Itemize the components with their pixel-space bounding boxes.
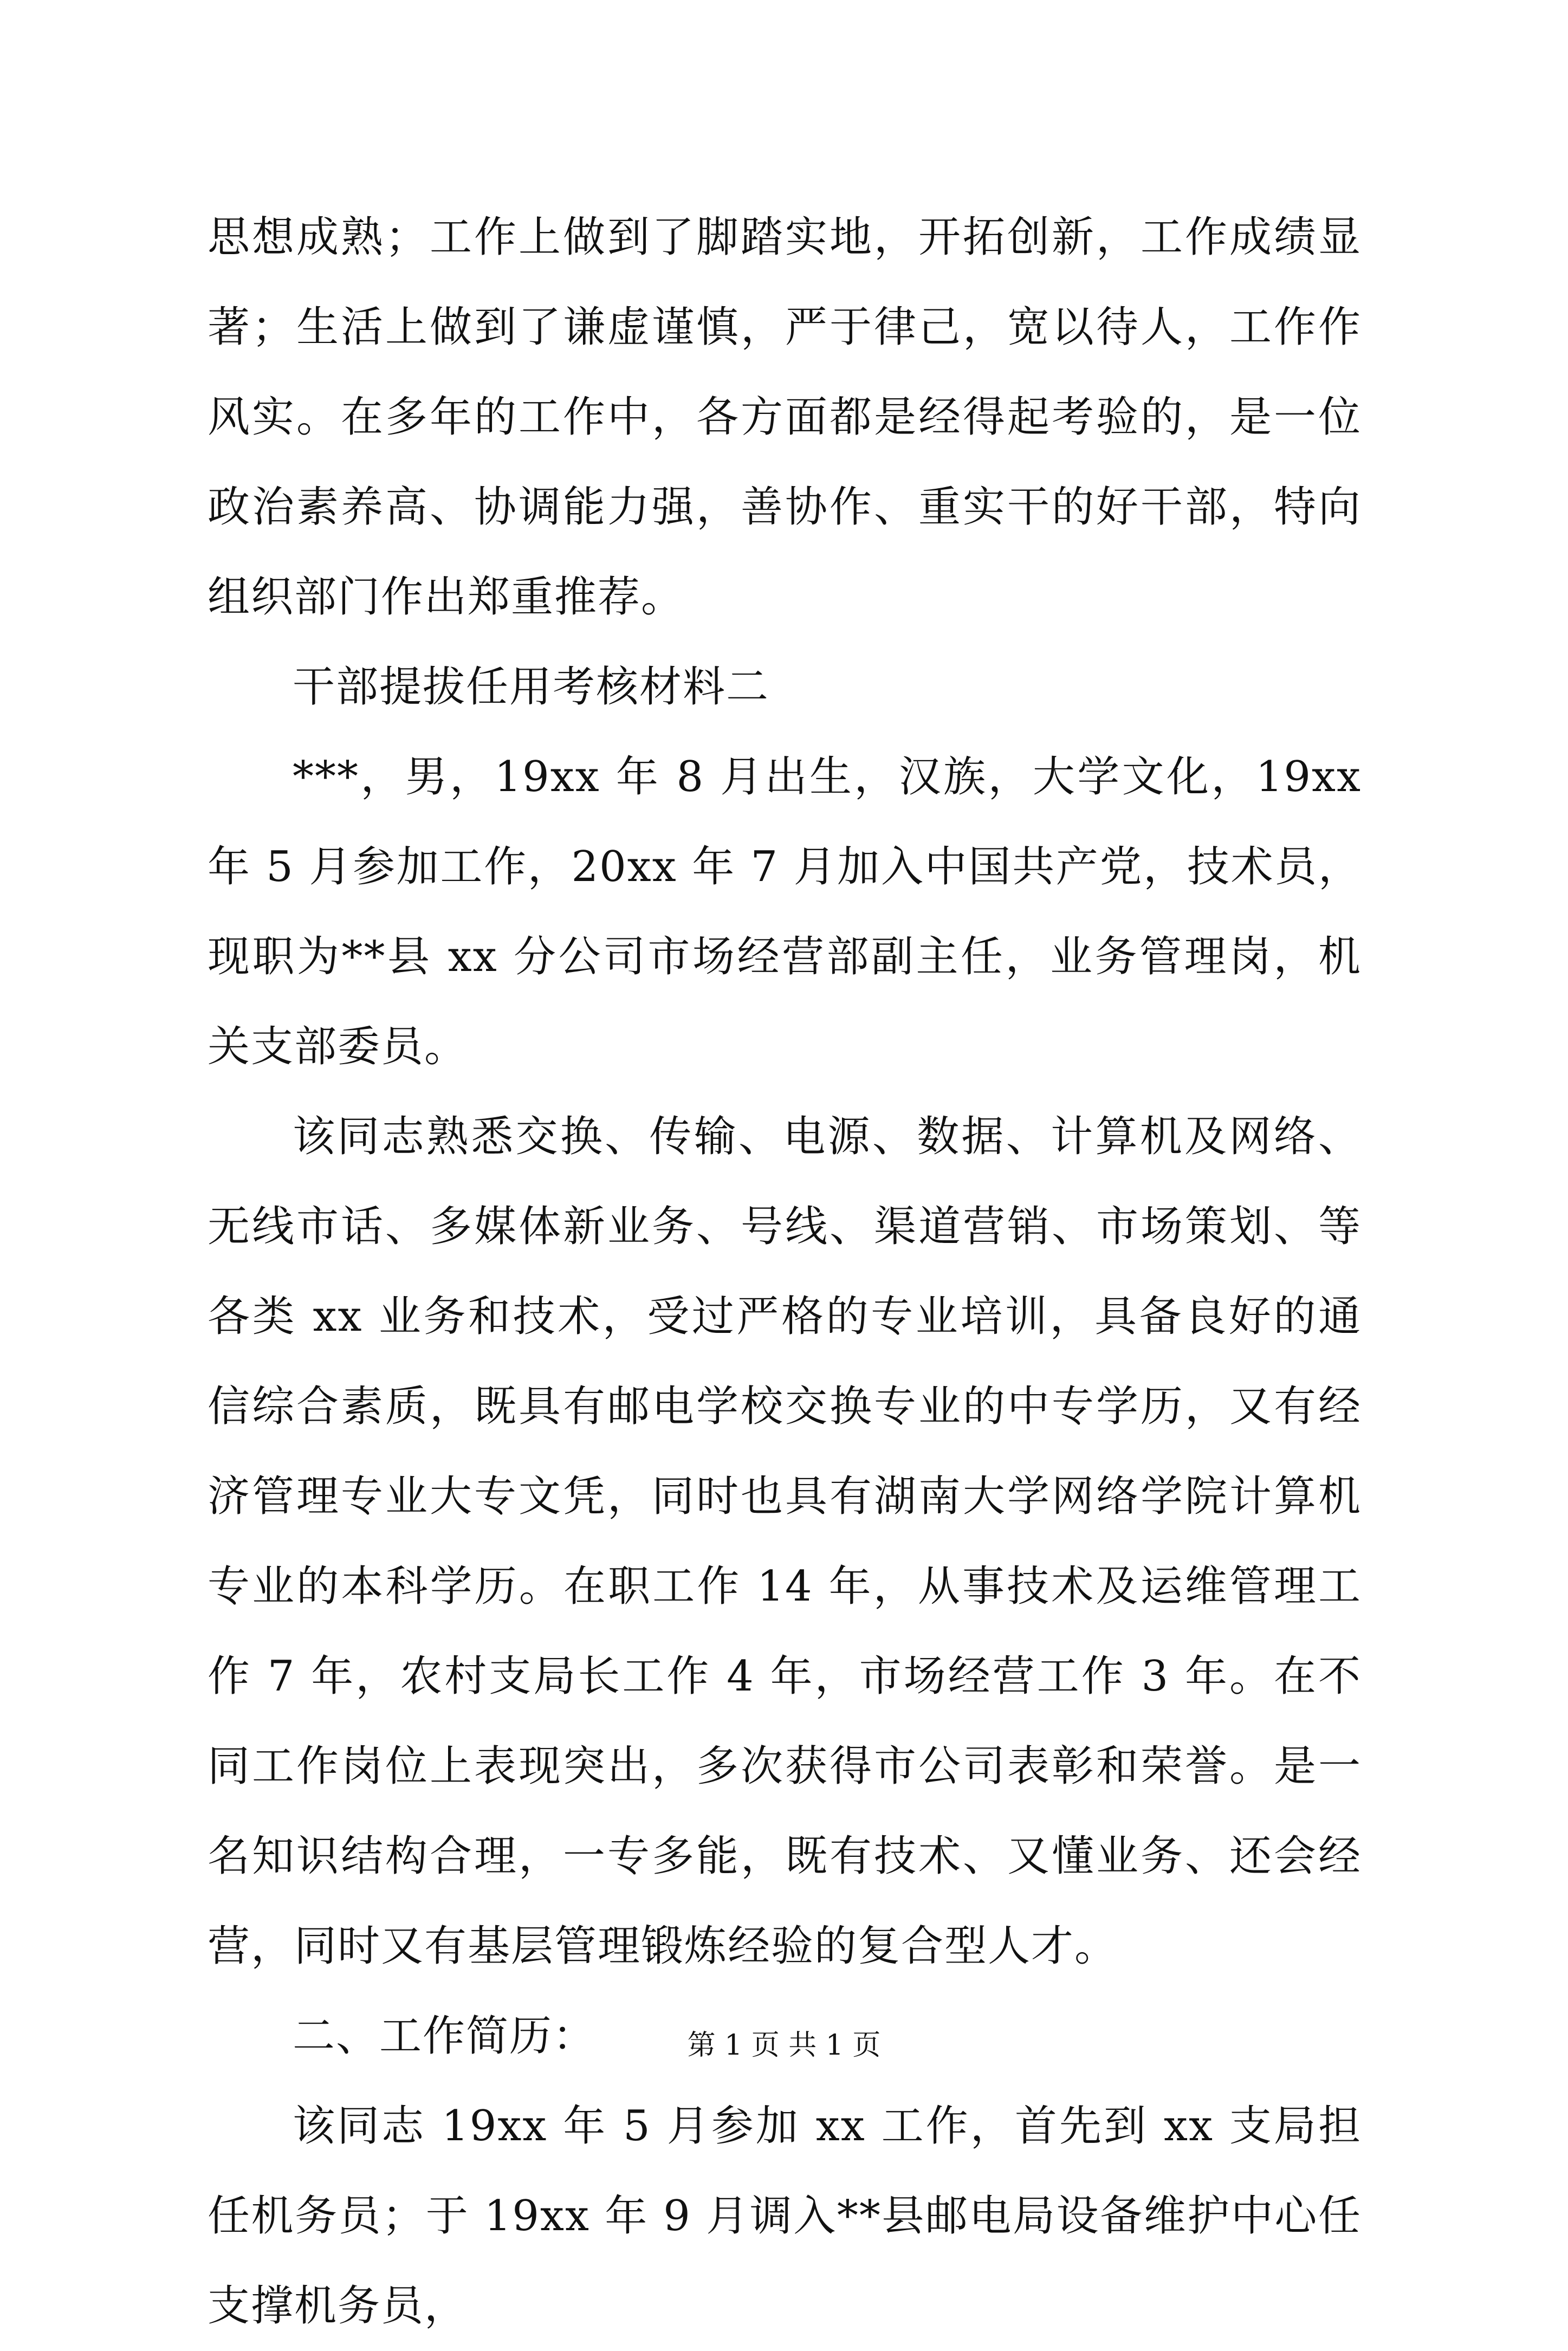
section-heading-work-history: 二、工作简历：	[293, 2012, 597, 2061]
page-footer: 第 1 页 共 1 页	[687, 2029, 881, 2062]
paragraph-profile: ***，男，19xx 年 8 月出生，汉族，大学文化，19xx 年 5 月参加工作，20xx 年 7 月加入中国共产党，技术员，现职为**县 xx 分公司市场经营部副主任，业务管理岗，机关支部委员。	[208, 753, 1362, 1071]
paragraph-continuation: 思想成熟；工作上做到了脚踏实地，开拓创新，工作成绩显著；生活上做到了谦虚谨慎，严于律己，宽以待人，工作作风实。在多年的工作中，各方面都是经得起考验的，是一位政治素养高、协调能力强，善协作、重实干的好干部，特向组织部门作出郑重推荐。	[208, 213, 1362, 621]
paragraph-work-history: 该同志 19xx 年 5 月参加 xx 工作，首先到 xx 支局担任机务员；于 19xx 年 9 月调入**县邮电局设备维护中心任支撑机务员，	[208, 2102, 1362, 2330]
paragraph-skills: 该同志熟悉交换、传输、电源、数据、计算机及网络、无线市话、多媒体新业务、号线、渠道营销、市场策划、等各类 xx 业务和技术，受过严格的专业培训，具备良好的通信综合素质，既具有邮电学校交换专业的中专学历，又有经济管理专业大专文凭，同时也具有湖南大学网络学院计算机专业的本科学历。在职工作 14 年，从事技术及运维管理工作 7 年，农村支局长工作 4 年，市场经营工作 3 年。在不同工作岗位上表现突出，多次获得市公司表彰和荣誉。是一名知识结构合理，一专多能，既有技术、又懂业务、还会经营，同时又有基层管理锻炼经验的复合型人才。	[208, 1112, 1362, 1971]
section-title: 干部提拔任用考核材料二	[293, 663, 770, 711]
